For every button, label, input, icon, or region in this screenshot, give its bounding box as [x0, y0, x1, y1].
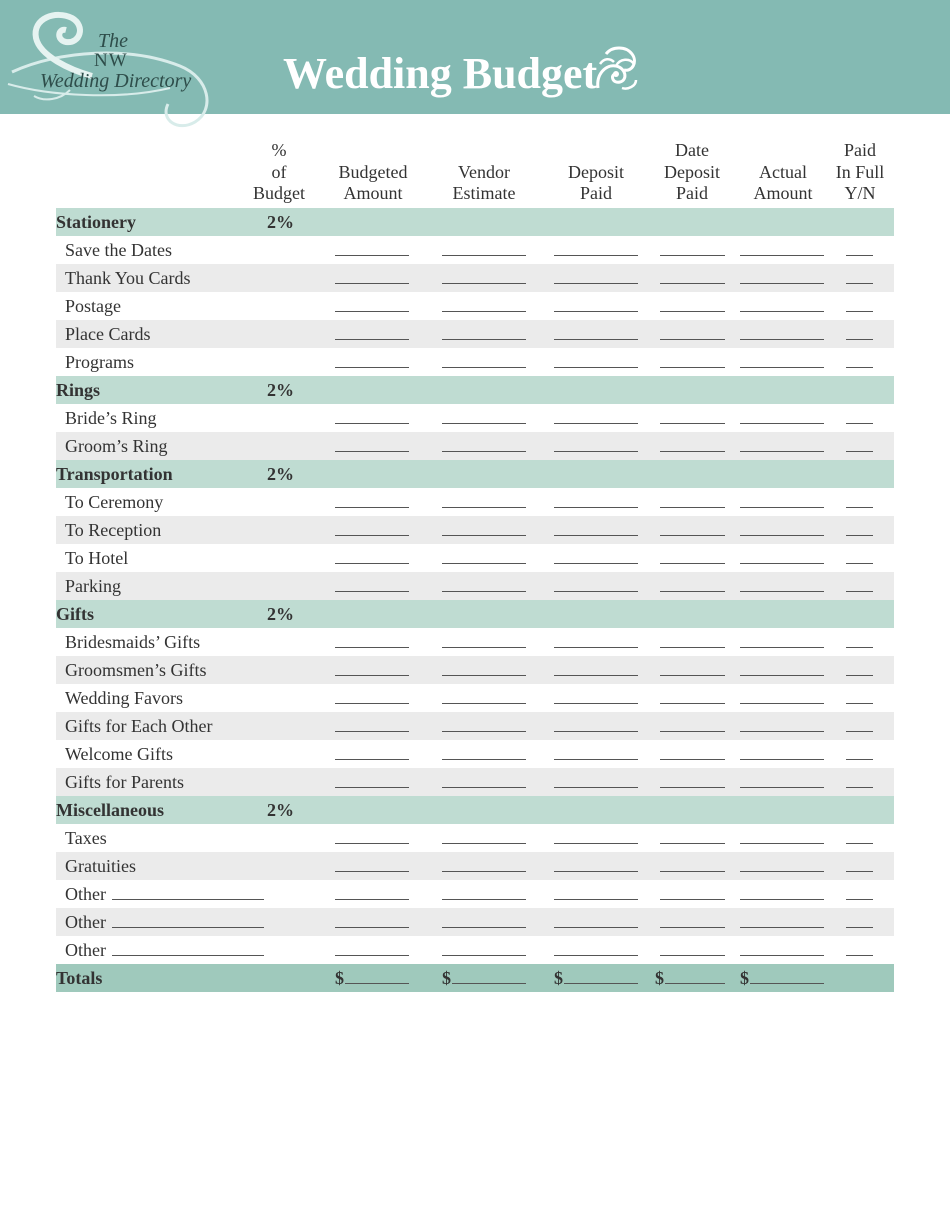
blank-entry-field[interactable] [335, 731, 409, 732]
blank-entry-field[interactable] [442, 311, 526, 312]
blank-entry-field[interactable] [846, 787, 873, 788]
blank-entry-field[interactable] [660, 871, 725, 872]
blank-entry-field[interactable] [846, 339, 873, 340]
blank-entry-field[interactable] [335, 955, 409, 956]
blank-entry-field[interactable] [442, 703, 526, 704]
total-entry-field[interactable] [665, 983, 725, 984]
table-row [56, 852, 894, 880]
blank-entry-field[interactable] [740, 703, 824, 704]
blank-entry-field[interactable] [335, 899, 409, 900]
blank-entry-field[interactable] [846, 367, 873, 368]
blank-entry-field[interactable] [442, 955, 526, 956]
total-entry-field[interactable] [750, 983, 824, 984]
blank-entry-field[interactable] [554, 927, 638, 928]
col-header-line: Paid [579, 183, 612, 203]
blank-entry-field[interactable] [740, 955, 824, 956]
section-row [56, 600, 894, 628]
col-header-line: Amount [753, 183, 813, 203]
blank-entry-field[interactable] [442, 759, 526, 760]
section-row [56, 208, 894, 236]
blank-entry-field[interactable] [846, 731, 873, 732]
blank-entry-field[interactable] [660, 843, 725, 844]
blank-entry-field[interactable] [660, 367, 725, 368]
col-header-deposit-paid [549, 162, 643, 205]
logo-nw-text: NW [94, 50, 128, 71]
blank-entry-field[interactable] [554, 507, 638, 508]
blank-entry-field[interactable] [846, 423, 873, 424]
blank-entry-field[interactable] [442, 675, 526, 676]
item-label: Parking [65, 576, 121, 596]
blank-entry-field[interactable] [442, 927, 526, 928]
logo-wedding-directory-text: Wedding Directory [40, 70, 192, 92]
blank-entry-field[interactable] [442, 731, 526, 732]
blank-entry-field[interactable] [660, 675, 725, 676]
blank-entry-field[interactable] [335, 591, 409, 592]
blank-entry-field[interactable] [335, 423, 409, 424]
blank-entry-field[interactable] [554, 759, 638, 760]
item-label: Groomsmen’s Gifts [65, 660, 207, 680]
item-label: Bride’s Ring [65, 408, 157, 428]
item-label: To Hotel [65, 548, 129, 568]
currency-symbol: $ [655, 968, 664, 988]
blank-entry-field[interactable] [846, 283, 873, 284]
blank-entry-field[interactable] [740, 535, 824, 536]
blank-entry-field[interactable] [740, 731, 824, 732]
blank-entry-field[interactable] [660, 311, 725, 312]
blank-entry-field[interactable] [660, 339, 725, 340]
blank-entry-field[interactable] [335, 507, 409, 508]
blank-entry-field[interactable] [335, 451, 409, 452]
col-header-line: In Full [835, 161, 885, 182]
blank-entry-field[interactable] [846, 451, 873, 452]
item-label: Gifts for Each Other [65, 716, 213, 736]
blank-entry-field[interactable] [554, 451, 638, 452]
blank-entry-field[interactable] [442, 535, 526, 536]
table-row [56, 740, 894, 768]
blank-entry-field[interactable] [740, 927, 824, 928]
col-header-actual-amount [738, 162, 828, 205]
table-row [56, 432, 894, 460]
blank-entry-field[interactable] [660, 283, 725, 284]
blank-entry-field[interactable] [335, 535, 409, 536]
blank-entry-field[interactable] [740, 507, 824, 508]
col-header-percent-of-budget [245, 140, 313, 205]
logo-the-text: The [98, 30, 128, 52]
col-header-line: of [271, 161, 287, 182]
item-label: Save the Dates [65, 240, 172, 260]
section-label: Miscellaneous [56, 800, 164, 820]
col-header-line: Vendor [458, 161, 510, 182]
blank-entry-field[interactable] [554, 255, 638, 256]
blank-entry-field[interactable] [554, 367, 638, 368]
blank-entry-field[interactable] [740, 871, 824, 872]
totals-label: Totals [56, 968, 103, 988]
col-header-line: Deposit [568, 161, 624, 182]
blank-entry-field[interactable] [740, 367, 824, 368]
blank-entry-field[interactable] [335, 563, 409, 564]
totals-row [56, 964, 894, 992]
table-row [56, 684, 894, 712]
blank-entry-field[interactable] [554, 955, 638, 956]
blank-entry-field[interactable] [846, 759, 873, 760]
blank-entry-field[interactable] [335, 647, 409, 648]
blank-entry-field[interactable] [554, 283, 638, 284]
blank-entry-field[interactable] [740, 647, 824, 648]
table-row [56, 488, 894, 516]
blank-entry-field[interactable] [660, 955, 725, 956]
item-label: Place Cards [65, 324, 151, 344]
blank-entry-field[interactable] [335, 843, 409, 844]
blank-entry-field[interactable] [554, 535, 638, 536]
col-header-date-deposit-paid [654, 140, 730, 205]
blank-entry-field[interactable] [442, 367, 526, 368]
blank-entry-field[interactable] [846, 563, 873, 564]
blank-entry-field[interactable] [442, 591, 526, 592]
table-row [56, 628, 894, 656]
blank-entry-field[interactable] [740, 787, 824, 788]
item-label: To Reception [65, 520, 162, 540]
table-row [56, 264, 894, 292]
section-percent: 2% [267, 380, 294, 400]
col-header-line: Paid [843, 140, 876, 160]
blank-entry-field[interactable] [740, 759, 824, 760]
blank-entry-field[interactable] [335, 759, 409, 760]
item-label: Programs [65, 352, 134, 372]
blank-entry-field[interactable] [660, 731, 725, 732]
table-row [56, 292, 894, 320]
section-label: Stationery [56, 212, 136, 232]
section-percent: 2% [267, 464, 294, 484]
blank-entry-field[interactable] [660, 451, 725, 452]
page-title: Wedding Budget [283, 49, 598, 98]
blank-entry-field[interactable] [660, 899, 725, 900]
section-percent: 2% [267, 800, 294, 820]
item-label: Taxes [65, 828, 107, 848]
section-percent: 2% [267, 212, 294, 232]
blank-entry-field[interactable] [554, 591, 638, 592]
blank-entry-field[interactable] [554, 423, 638, 424]
item-label: To Ceremony [65, 492, 164, 512]
blank-entry-field[interactable] [442, 843, 526, 844]
col-header-line: Y/N [844, 183, 876, 203]
col-header-vendor-estimate [436, 162, 532, 205]
blank-entry-field[interactable] [846, 591, 873, 592]
blank-entry-field[interactable] [740, 283, 824, 284]
blank-entry-field[interactable] [554, 647, 638, 648]
table-row [56, 320, 894, 348]
total-entry-field[interactable] [564, 983, 638, 984]
blank-entry-field[interactable] [740, 255, 824, 256]
other-description-field[interactable] [112, 955, 264, 956]
blank-entry-field[interactable] [846, 675, 873, 676]
col-header-line: Deposit [664, 161, 720, 182]
col-header-line: Actual [759, 161, 807, 182]
table-row [56, 544, 894, 572]
item-label: Welcome Gifts [65, 744, 174, 764]
col-header-line: Date [675, 140, 709, 160]
currency-symbol: $ [335, 968, 344, 988]
table-row [56, 768, 894, 796]
item-label: Other [65, 912, 106, 932]
item-label: Wedding Favors [65, 688, 184, 708]
blank-entry-field[interactable] [335, 787, 409, 788]
section-label: Transportation [56, 464, 173, 484]
item-label: Thank You Cards [65, 268, 191, 288]
blank-entry-field[interactable] [442, 451, 526, 452]
col-header-paid-in-full [830, 140, 890, 205]
blank-entry-field[interactable] [554, 899, 638, 900]
col-header-line: Amount [343, 183, 403, 203]
table-row [56, 712, 894, 740]
other-description-field[interactable] [112, 899, 264, 900]
section-percent: 2% [267, 604, 294, 624]
blank-entry-field[interactable] [740, 451, 824, 452]
blank-entry-field[interactable] [740, 843, 824, 844]
item-label: Postage [65, 296, 121, 316]
blank-entry-field[interactable] [846, 899, 873, 900]
flourish-ornament-icon [592, 44, 640, 94]
blank-entry-field[interactable] [740, 423, 824, 424]
table-row [56, 880, 894, 908]
blank-entry-field[interactable] [660, 423, 725, 424]
blank-entry-field[interactable] [335, 311, 409, 312]
blank-entry-field[interactable] [442, 563, 526, 564]
blank-entry-field[interactable] [335, 871, 409, 872]
blank-entry-field[interactable] [660, 507, 725, 508]
blank-entry-field[interactable] [554, 843, 638, 844]
blank-entry-field[interactable] [740, 339, 824, 340]
table-row [56, 908, 894, 936]
blank-entry-field[interactable] [660, 759, 725, 760]
header-banner [0, 0, 950, 114]
blank-entry-field[interactable] [554, 339, 638, 340]
blank-entry-field[interactable] [846, 843, 873, 844]
blank-entry-field[interactable] [740, 563, 824, 564]
blank-entry-field[interactable] [554, 787, 638, 788]
col-header-budgeted-amount [327, 162, 419, 205]
blank-entry-field[interactable] [554, 703, 638, 704]
item-label: Gratuities [65, 856, 136, 876]
blank-entry-field[interactable] [846, 703, 873, 704]
table-row [56, 936, 894, 964]
blank-entry-field[interactable] [740, 675, 824, 676]
blank-entry-field[interactable] [846, 955, 873, 956]
blank-entry-field[interactable] [335, 255, 409, 256]
blank-entry-field[interactable] [335, 283, 409, 284]
blank-entry-field[interactable] [846, 255, 873, 256]
blank-entry-field[interactable] [554, 871, 638, 872]
blank-entry-field[interactable] [660, 563, 725, 564]
table-row [56, 656, 894, 684]
blank-entry-field[interactable] [442, 283, 526, 284]
col-header-line: Budget [253, 183, 305, 203]
blank-entry-field[interactable] [660, 927, 725, 928]
item-label: Bridesmaids’ Gifts [65, 632, 201, 652]
blank-entry-field[interactable] [846, 871, 873, 872]
section-label: Gifts [56, 604, 94, 624]
blank-entry-field[interactable] [846, 507, 873, 508]
table-row [56, 236, 894, 264]
blank-entry-field[interactable] [740, 899, 824, 900]
table-row [56, 824, 894, 852]
blank-entry-field[interactable] [442, 339, 526, 340]
table-row [56, 572, 894, 600]
blank-entry-field[interactable] [442, 255, 526, 256]
other-description-field[interactable] [112, 927, 264, 928]
blank-entry-field[interactable] [554, 731, 638, 732]
blank-entry-field[interactable] [442, 899, 526, 900]
blank-entry-field[interactable] [846, 927, 873, 928]
blank-entry-field[interactable] [442, 423, 526, 424]
blank-entry-field[interactable] [740, 311, 824, 312]
currency-symbol: $ [442, 968, 451, 988]
total-entry-field[interactable] [452, 983, 526, 984]
blank-entry-field[interactable] [335, 675, 409, 676]
blank-entry-field[interactable] [442, 787, 526, 788]
section-row [56, 460, 894, 488]
blank-entry-field[interactable] [442, 507, 526, 508]
blank-entry-field[interactable] [554, 675, 638, 676]
blank-entry-field[interactable] [660, 647, 725, 648]
blank-entry-field[interactable] [846, 311, 873, 312]
item-label: Groom’s Ring [65, 436, 168, 456]
table-row [56, 348, 894, 376]
blank-entry-field[interactable] [335, 339, 409, 340]
col-header-line: Estimate [452, 183, 516, 203]
table-row [56, 516, 894, 544]
col-header-line: Budgeted [338, 161, 408, 182]
currency-symbol: $ [554, 968, 563, 988]
blank-entry-field[interactable] [660, 703, 725, 704]
section-row [56, 796, 894, 824]
blank-entry-field[interactable] [846, 535, 873, 536]
blank-entry-field[interactable] [554, 563, 638, 564]
blank-entry-field[interactable] [335, 367, 409, 368]
blank-entry-field[interactable] [554, 311, 638, 312]
item-label: Gifts for Parents [65, 772, 184, 792]
total-entry-field[interactable] [345, 983, 409, 984]
blank-entry-field[interactable] [442, 871, 526, 872]
blank-entry-field[interactable] [335, 703, 409, 704]
item-label: Other [65, 940, 106, 960]
section-label: Rings [56, 380, 101, 400]
blank-entry-field[interactable] [335, 927, 409, 928]
currency-symbol: $ [740, 968, 749, 988]
col-header-line: Paid [675, 183, 708, 203]
table-row [56, 404, 894, 432]
item-label: Other [65, 884, 106, 904]
blank-entry-field[interactable] [660, 787, 725, 788]
section-row [56, 376, 894, 404]
blank-entry-field[interactable] [846, 647, 873, 648]
blank-entry-field[interactable] [660, 591, 725, 592]
blank-entry-field[interactable] [660, 535, 725, 536]
col-header-line: % [271, 140, 287, 160]
blank-entry-field[interactable] [442, 647, 526, 648]
blank-entry-field[interactable] [740, 591, 824, 592]
blank-entry-field[interactable] [660, 255, 725, 256]
